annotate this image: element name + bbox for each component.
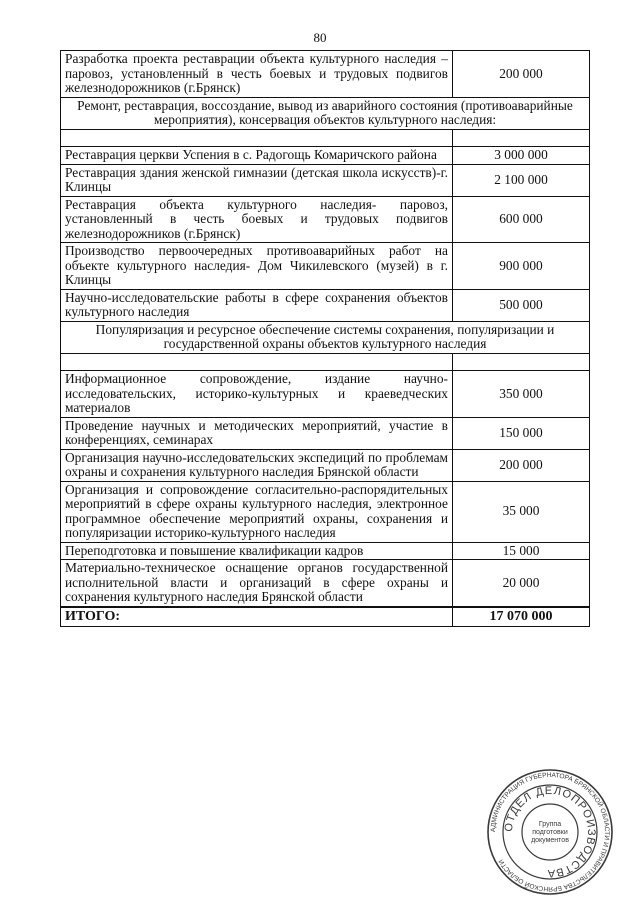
item-amount: 150 000 — [453, 417, 590, 449]
item-amount: 600 000 — [453, 196, 590, 243]
item-description: Реставрация здания женской гимназии (детская школа искусств)-г. Клинцы — [61, 164, 453, 196]
item-description: Производство первоочередных противоаварийных работ на объекте культурного наследия- Дом Чикилевского (музей) в г. Клинцы — [61, 243, 453, 290]
item-description: Информационное сопровождение, издание научно-исследовательских, историко-культурных и краеведческих материалов — [61, 371, 453, 418]
item-description: Материально-техническое оснащение органов государственной исполнительной власти и организаций в сфере охраны и сохранения культурного наследия Брянской области — [61, 560, 453, 607]
section-heading: Популяризация и ресурсное обеспечение системы сохранения, популяризации и государственной охраны объектов культурного наследия — [61, 321, 590, 353]
table-row — [61, 481, 590, 542]
section-heading: Ремонт, реставрация, воссоздание, вывод из аварийного состояния (противоаварийные мероприятия), консервация объектов культурного наследия: — [61, 97, 590, 129]
item-amount: 900 000 — [453, 243, 590, 290]
table-row — [61, 371, 590, 418]
table-row — [61, 51, 590, 98]
item-amount: 35 000 — [453, 481, 590, 542]
table-row — [61, 449, 590, 481]
item-amount: 200 000 — [453, 449, 590, 481]
item-description: Организация и сопровождение согласительно-распорядительных мероприятий в сфере охраны культурного наследия, электронное программное обеспечение мероприятий охраны, сохранения и популяризации историко-культурного наследия — [61, 481, 453, 542]
total-row — [61, 607, 590, 627]
item-description: Научно-исследовательские работы в сфере сохранения объектов культурного наследия — [61, 289, 453, 321]
page-number: 80 — [313, 30, 327, 45]
empty-cell — [453, 353, 590, 371]
item-amount: 200 000 — [453, 51, 590, 98]
table-row — [61, 196, 590, 243]
item-description: Разработка проекта реставрации объекта культурного наследия –паровоз, установленный в честь боевых и трудовых подвигов железнодорожников (г.Брянск) — [61, 51, 453, 98]
item-amount: 2 100 000 — [453, 164, 590, 196]
empty-cell — [61, 353, 453, 371]
spacer-row — [61, 353, 590, 371]
item-amount: 15 000 — [453, 542, 590, 560]
total-amount: 17 070 000 — [453, 607, 590, 627]
budget-table — [60, 50, 590, 627]
stamp-ring-text: ОТДЕЛ ДЕЛОПРОИЗВОДСТВА — [502, 784, 598, 880]
spacer-row — [61, 129, 590, 147]
stamp-center-line-2: подготовки — [532, 829, 568, 836]
table-row — [61, 542, 590, 560]
stamp-outer-text: АДМИНИСТРАЦИЯ ГУБЕРНАТОРА БРЯНСКОЙ ОБЛАСТИ И ПРАВИТЕЛЬСТВА БРЯНСКОЙ ОБЛАСТИ — [489, 771, 611, 893]
empty-cell — [61, 129, 453, 147]
table-row — [61, 560, 590, 607]
total-label: ИТОГО: — [61, 607, 453, 627]
table-row — [61, 417, 590, 449]
item-amount: 500 000 — [453, 289, 590, 321]
department-stamp — [486, 768, 614, 896]
table-row — [61, 147, 590, 165]
stamp-center-line-3: документов — [531, 837, 569, 844]
item-description: Реставрация церкви Успения в с. Радогощь Комаричского района — [61, 147, 453, 165]
item-description: Реставрация объекта культурного наследия- паровоз, установленный в честь боевых и трудовых подвигов железнодорожников (г.Брянск) — [61, 196, 453, 243]
item-description: Переподготовка и повышение квалификации кадров — [61, 542, 453, 560]
table-row — [61, 243, 590, 290]
item-amount: 350 000 — [453, 371, 590, 418]
item-description: Организация научно-исследовательских экспедиций по проблемам охраны и сохранения культурного наследия Брянской области — [61, 449, 453, 481]
item-amount: 20 000 — [453, 560, 590, 607]
stamp-center-line-1: Группа — [538, 821, 562, 828]
table-row — [61, 164, 590, 196]
item-description: Проведение научных и методических мероприятий, участие в конференциях, семинарах — [61, 417, 453, 449]
section-header-row — [61, 97, 590, 129]
empty-cell — [453, 129, 590, 147]
table-row — [61, 289, 590, 321]
section-header-row — [61, 321, 590, 353]
item-amount: 3 000 000 — [453, 147, 590, 165]
